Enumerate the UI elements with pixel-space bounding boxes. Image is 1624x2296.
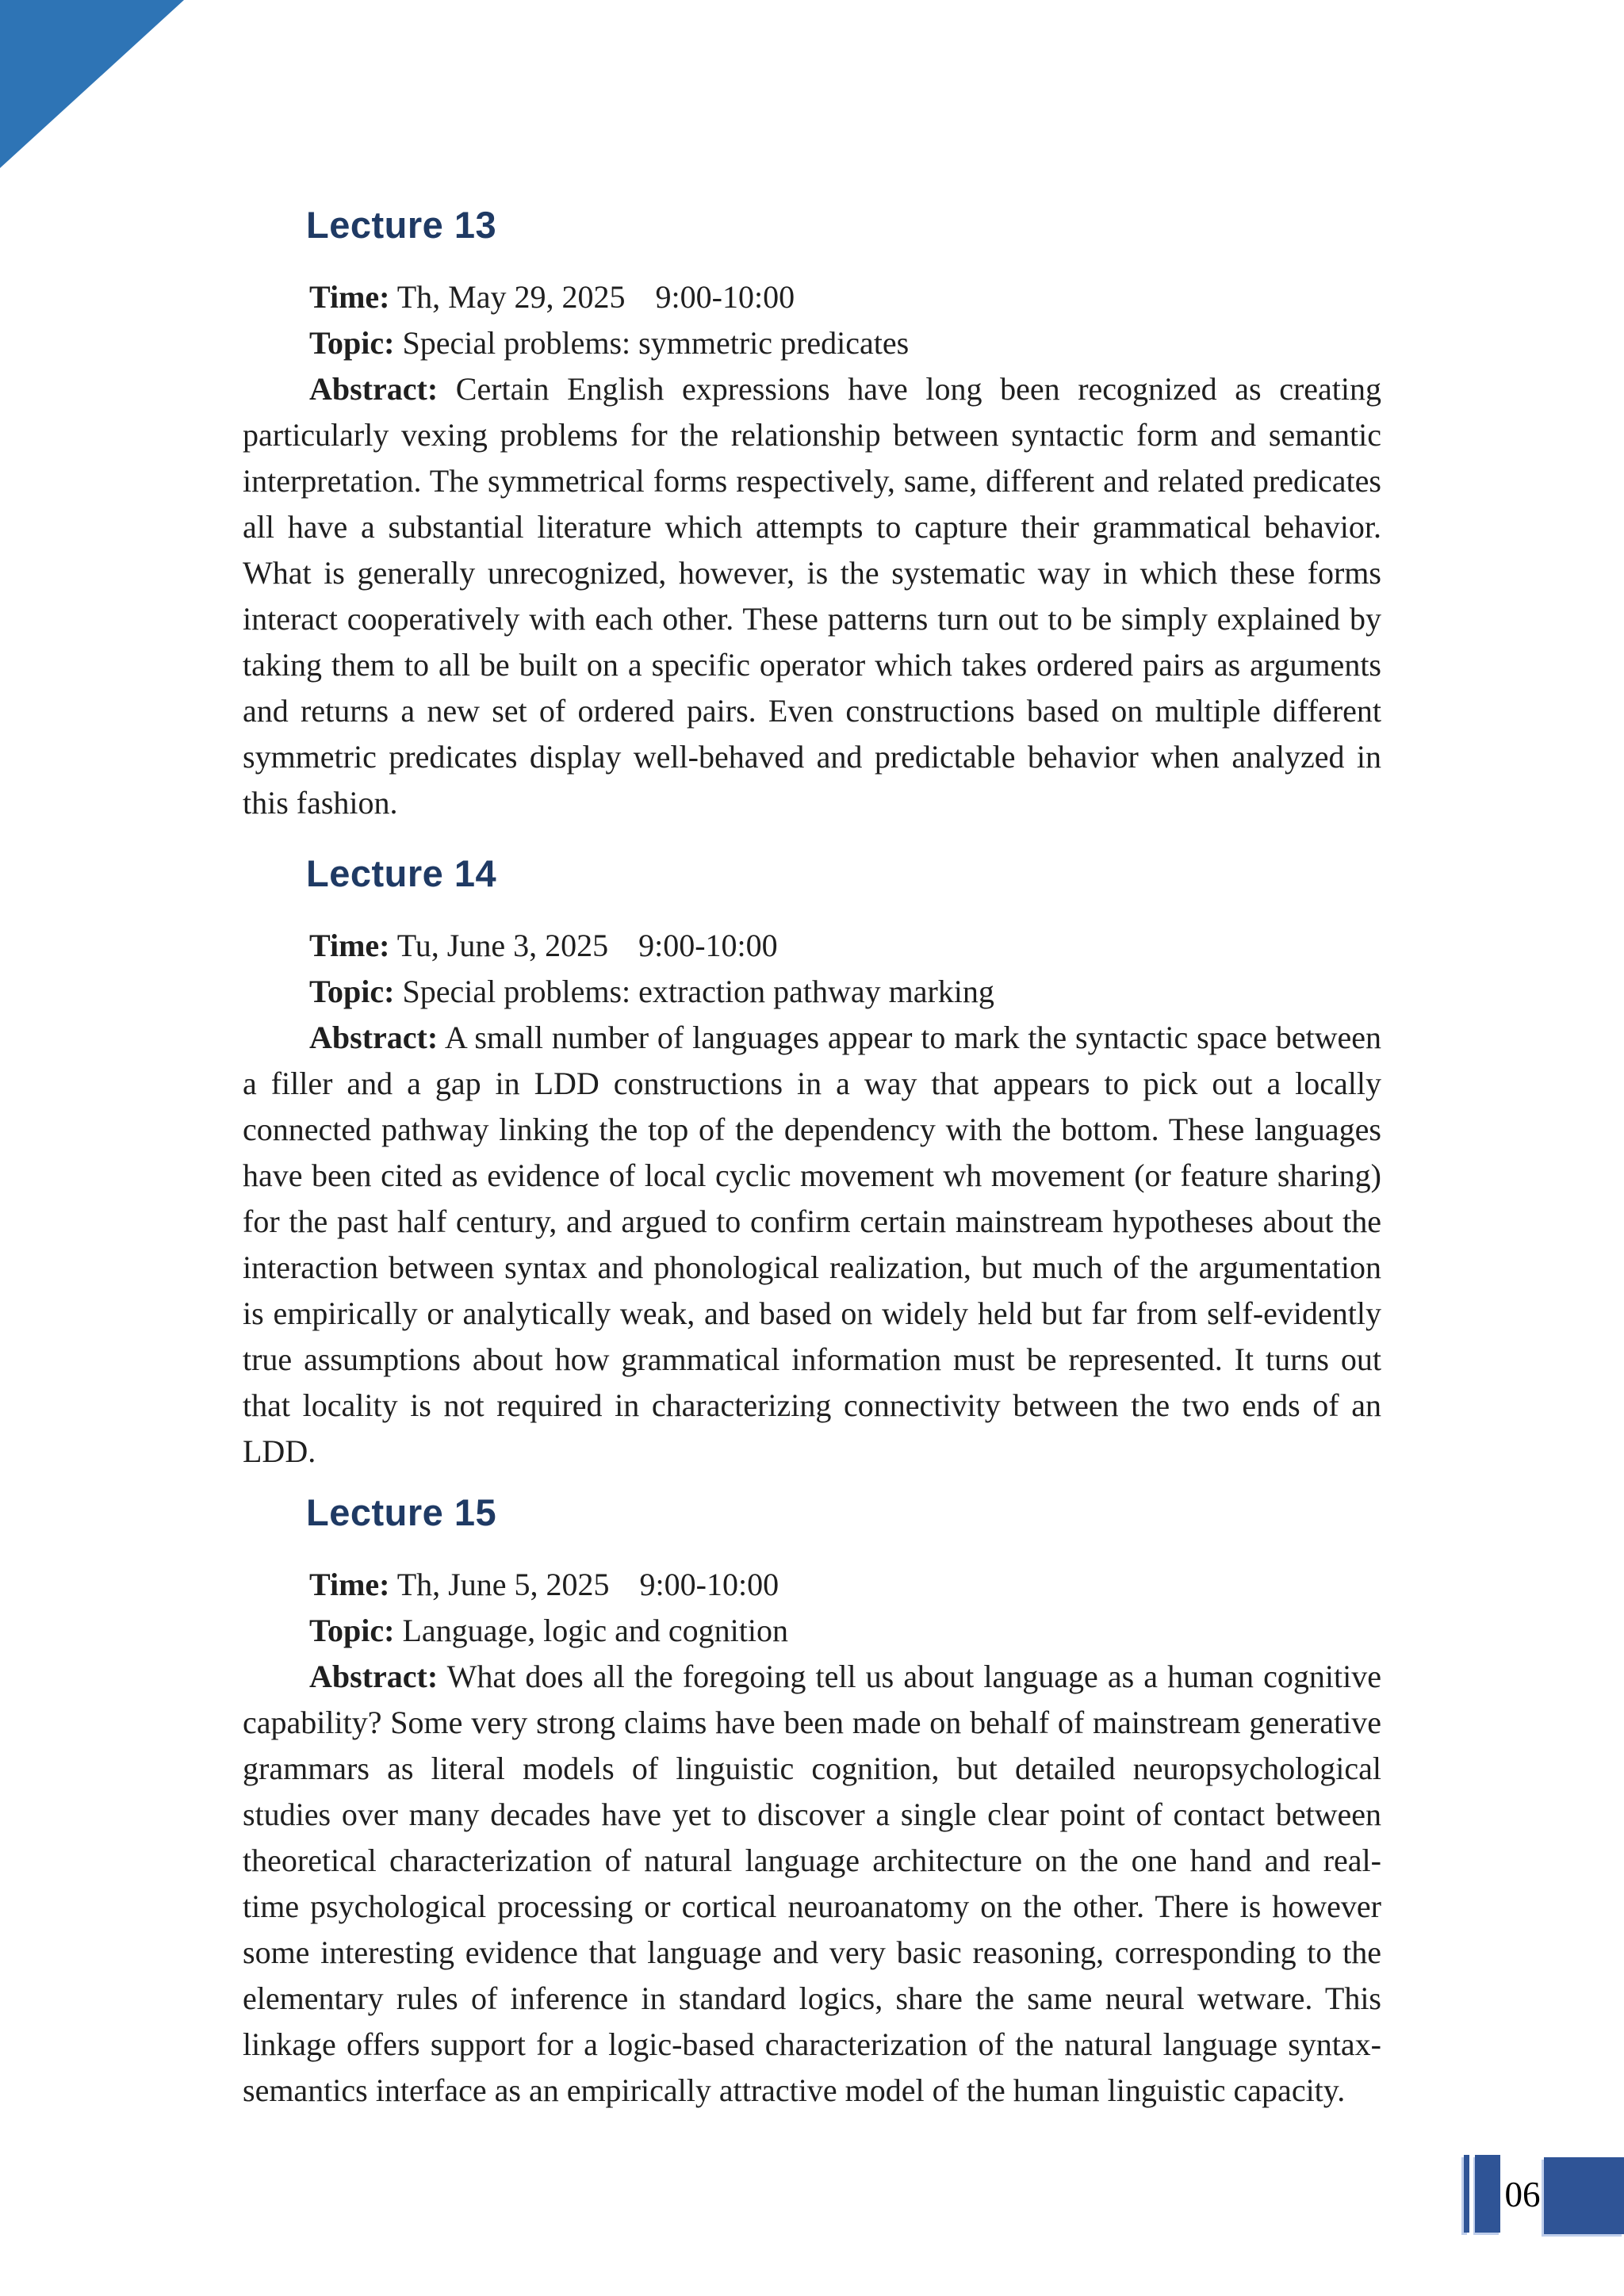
topic-label: Topic: bbox=[309, 1613, 395, 1648]
lecture-title: Lecture 14 bbox=[306, 852, 497, 894]
time-label: Time: bbox=[309, 928, 390, 963]
lecture-title: Lecture 15 bbox=[306, 1491, 497, 1533]
lecture-section bbox=[243, 853, 1381, 1475]
topic-label: Topic: bbox=[309, 974, 395, 1009]
topic-row bbox=[243, 969, 1381, 1015]
time-label: Time: bbox=[309, 1567, 390, 1602]
time-date: Tu, June 3, 2025 bbox=[396, 928, 609, 963]
topic-text: Language, logic and cognition bbox=[402, 1613, 788, 1648]
topic-text: Special problems: extraction pathway marking bbox=[402, 974, 994, 1009]
time-hours: 9:00-10:00 bbox=[639, 1567, 779, 1602]
time-hours: 9:00-10:00 bbox=[638, 928, 778, 963]
abstract-label: Abstract: bbox=[309, 1020, 439, 1055]
abstract-label: Abstract: bbox=[309, 1659, 439, 1694]
abstract-text: Certain English expressions have long been recognized as creating particularly vexing problems for the relationship between syntactic form and semantic interpretation. The symmetrical forms respectively, same, different and related predicates all have a substantial literature which attempts to capture their grammatical behavior. What is generally unrecognized, however, is the systematic way in which these forms interact cooperatively with each other. These patterns turn out to be simply explained by taking them to all be built on a specific operator which takes ordered pairs as arguments and returns a new set of ordered pairs. Even constructions based on multiple different symmetric predicates display well-behaved and predictable behavior when analyzed in this fashion. bbox=[243, 371, 1382, 821]
lecture-section bbox=[243, 205, 1381, 826]
lecture-list bbox=[243, 205, 1381, 2114]
abstract-text: What does all the foregoing tell us about language as a human cognitive capability? Some very strong claims have been made on behalf of mainstream generative grammars as literal models of linguistic cognition, but detailed neuropsychological studies over many decades have yet to discover a single clear point of contact between theoretical characterization of natural language architecture on the one hand and real-time psychological processing or cortical neuroanatomy on the other. There is however some interesting evidence that language and very basic reasoning, corresponding to the elementary rules of inference in standard logics, share the same neural wetware. This linkage offers support for a logic-based characterization of the natural language syntax-semantics interface as an empirically attractive model of the human linguistic capacity. bbox=[243, 1659, 1381, 2108]
time-label: Time: bbox=[309, 279, 390, 315]
abstract-label: Abstract: bbox=[309, 371, 439, 407]
footer-accent-bar-thin bbox=[1464, 2155, 1469, 2233]
topic-label: Topic: bbox=[309, 325, 395, 361]
time-date: Th, June 5, 2025 bbox=[396, 1567, 610, 1602]
abstract-paragraph bbox=[243, 366, 1381, 826]
time-row bbox=[243, 274, 1381, 320]
abstract-text: A small number of languages appear to mark the syntactic space between a filler and a gap in LDD constructions in a way that appears to pick out a locally connected pathway linking the top of the dependency with the bottom. These languages have been cited as evidence of local cyclic movement wh movement (or feature sharing) for the past half century, and argued to confirm certain mainstream hypotheses about the interaction between syntax and phonological realization, but much of the argumentation is empirically or analytically weak, and based on widely held but far from self-evidently true assumptions about how grammatical information must be represented. It turns out that locality is not required in characterizing connectivity between the two ends of an LDD. bbox=[243, 1020, 1382, 1469]
lecture-section bbox=[243, 1492, 1381, 2114]
topic-text: Special problems: symmetric predicates bbox=[402, 325, 910, 361]
topic-row bbox=[243, 320, 1381, 366]
time-row bbox=[243, 1562, 1381, 1608]
time-hours: 9:00-10:00 bbox=[655, 279, 795, 315]
corner-accent-triangle bbox=[0, 0, 184, 168]
topic-row bbox=[243, 1608, 1381, 1654]
abstract-paragraph bbox=[243, 1654, 1381, 2114]
abstract-paragraph bbox=[243, 1015, 1381, 1475]
footer-accent-block bbox=[1544, 2157, 1624, 2234]
time-date: Th, May 29, 2025 bbox=[396, 279, 626, 315]
footer-accent-bar-thick bbox=[1475, 2155, 1500, 2233]
page-number: 06 bbox=[1504, 2175, 1541, 2214]
time-row bbox=[243, 923, 1381, 969]
lecture-title: Lecture 13 bbox=[306, 204, 497, 246]
